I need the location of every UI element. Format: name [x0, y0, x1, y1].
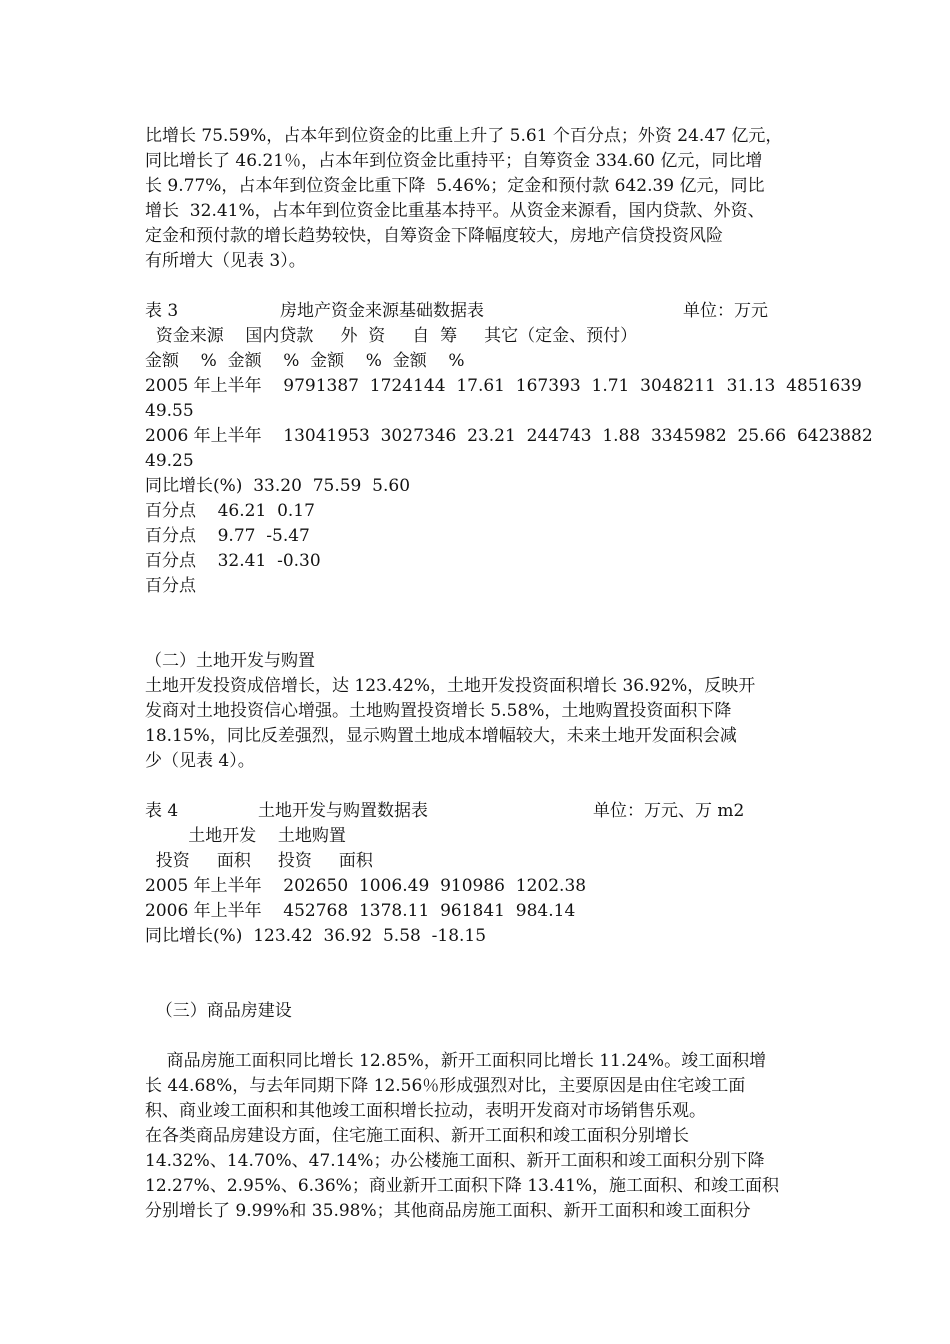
table-4-label: 表 4 — [145, 801, 179, 821]
table-row: 百分点 32.41 -0.30 — [145, 551, 321, 571]
text-line: 18.15%，同比反差强烈，显示购置土地成本增幅较大，未来土地开发面积会减 — [145, 726, 737, 746]
text-line: 12.27%、2.95%、6.36%；商业新开工面积下降 13.41%，施工面积、和竣工面积 — [145, 1176, 780, 1196]
text-line: 积、商业竣工面积和其他竣工面积增长拉动，表明开发商对市场销售乐观。 — [145, 1101, 706, 1121]
table-3 — [145, 299, 873, 599]
table-row: 百分点 46.21 0.17 — [145, 501, 315, 521]
table-4 — [145, 799, 815, 949]
table-4-subheader-row: 投资 面积 投资 面积 — [145, 851, 373, 871]
table-row: 百分点 — [145, 576, 196, 596]
section-housing — [145, 999, 815, 1224]
table-row: 2006 年上半年 452768 1378.11 961841 984.14 — [145, 901, 576, 921]
table-row: 2005 年上半年 9791387 1724144 17.61 167393 1.71 3048211 31.13 4851639 — [145, 376, 862, 396]
text-line: 定金和预付款的增长趋势较快，自筹资金下降幅度较大，房地产信贷投资风险 — [145, 226, 723, 246]
paragraph-funding — [145, 124, 815, 274]
text-line: 长 44.68%，与去年同期下降 12.56％形成强烈对比，主要原因是由住宅竣工面 — [145, 1076, 746, 1096]
text-line: 同比增长了 46.21％，占本年到位资金比重持平；自筹资金 334.60 亿元，同比增 — [145, 151, 763, 171]
table-row: 49.25 — [145, 451, 194, 471]
table-row: 2005 年上半年 202650 1006.49 910986 1202.38 — [145, 876, 587, 896]
text-line: 少（见表 4）。 — [145, 751, 255, 771]
table-3-label: 表 3 — [145, 301, 179, 321]
table-row: 2006 年上半年 13041953 3027346 23.21 244743 1.88 3345982 25.66 6423882 — [145, 426, 873, 446]
spacer — [145, 274, 815, 299]
text-line: 14.32%、14.70%、47.14%；办公楼施工面积、新开工面积和竣工面积分别下降 — [145, 1151, 765, 1171]
section-heading: （二）土地开发与购置 — [145, 651, 315, 671]
table-row: 百分点 9.77 -5.47 — [145, 526, 310, 546]
text-line: 长 9.77%，占本年到位资金比重下降 5.46%；定金和预付款 642.39 亿元，同比 — [145, 176, 765, 196]
table-3-subheader-row: 金额 % 金额 % 金额 % 金额 % — [145, 351, 465, 371]
table-4-unit: 单位：万元、万 m2 — [593, 801, 745, 821]
section-heading: （三）商品房建设 — [145, 1001, 292, 1021]
table-3-caption — [145, 299, 815, 324]
text-line: 土地开发投资成倍增长，达 123.42%，土地开发投资面积增长 36.92%，反映开 — [145, 676, 756, 696]
text-line: 分别增长了 9.99%和 35.98%；其他商品房施工面积、新开工面积和竣工面积分 — [145, 1201, 751, 1221]
text-line: 发商对土地投资信心增强。土地购置投资增长 5.58%，土地购置投资面积下降 — [145, 701, 732, 721]
table-row: 同比增长(%) 123.42 36.92 5.58 -18.15 — [145, 926, 487, 946]
spacer — [145, 774, 815, 799]
text-line: 比增长 75.59%，占本年到位资金的比重上升了 5.61 个百分点；外资 24.47 亿元， — [145, 126, 783, 146]
text-line: 在各类商品房建设方面，住宅施工面积、新开工面积和竣工面积分别增长 — [145, 1126, 689, 1146]
text-line: 商品房施工面积同比增长 12.85%，新开工面积同比增长 11.24%。竣工面积增 — [145, 1051, 767, 1071]
table-row: 同比增长(%) 33.20 75.59 5.60 — [145, 476, 411, 496]
table-4-title: 土地开发与购置数据表 — [258, 801, 428, 821]
document-page — [145, 124, 873, 1224]
spacer — [145, 599, 815, 649]
table-3-title: 房地产资金来源基础数据表 — [280, 301, 484, 321]
spacer — [145, 949, 815, 999]
table-row: 49.55 — [145, 401, 194, 421]
table-3-unit: 单位：万元 — [683, 301, 768, 321]
table-4-caption — [145, 799, 815, 824]
table-4-header-row: 土地开发 土地购置 — [145, 826, 346, 846]
table-3-header-row: 资金来源 国内贷款 外 资 自 筹 其它（定金、预付） — [145, 326, 638, 346]
text-line: 有所增大（见表 3）。 — [145, 251, 306, 271]
section-land — [145, 649, 815, 774]
spacer — [145, 1024, 815, 1049]
text-line: 增长 32.41%，占本年到位资金比重基本持平。从资金来源看，国内贷款、外资、 — [145, 201, 765, 221]
